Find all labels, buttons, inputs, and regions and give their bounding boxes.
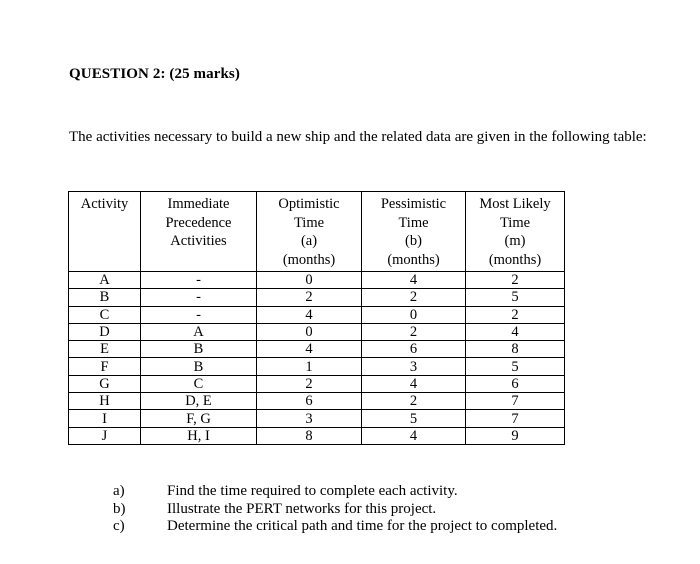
header-line: (a) xyxy=(300,233,318,249)
question-list xyxy=(113,483,557,536)
cell-activity: I xyxy=(69,410,141,427)
activity-table xyxy=(68,191,565,445)
cell-pessimistic: 2 xyxy=(362,323,466,340)
table-row xyxy=(69,289,565,306)
cell-pessimistic: 2 xyxy=(362,393,466,410)
cell-precedence: B xyxy=(141,358,257,375)
header-line: Time xyxy=(293,214,325,231)
cell-pessimistic: 4 xyxy=(362,375,466,392)
list-item xyxy=(113,483,557,501)
question-title: QUESTION 2: (25 marks) xyxy=(69,66,240,82)
cell-activity: A xyxy=(69,272,141,289)
cell-activity: D xyxy=(69,323,141,340)
header-line: Immediate xyxy=(167,196,230,212)
cell-activity: B xyxy=(69,289,141,306)
cell-optimistic: 4 xyxy=(257,341,362,358)
header-line: Activity xyxy=(80,196,129,212)
cell-activity: F xyxy=(69,358,141,375)
question-text: Illustrate the PERT networks for this project. xyxy=(167,500,437,517)
cell-precedence: D, E xyxy=(141,393,257,410)
cell-optimistic: 2 xyxy=(257,289,362,306)
cell-pessimistic: 4 xyxy=(362,272,466,289)
question-text: Find the time required to complete each activity. xyxy=(167,483,458,499)
header-line: (months) xyxy=(387,251,440,268)
cell-optimistic: 4 xyxy=(257,306,362,323)
header-line: Optimistic xyxy=(278,196,340,212)
cell-most-likely: 7 xyxy=(466,410,565,427)
list-item xyxy=(113,518,557,536)
header-pessimistic xyxy=(362,192,466,272)
cell-precedence: C xyxy=(141,375,257,392)
header-line: Precedence xyxy=(165,214,232,231)
cell-precedence: - xyxy=(141,306,257,323)
cell-most-likely: 2 xyxy=(466,306,565,323)
table-row xyxy=(69,323,565,340)
cell-precedence: B xyxy=(141,341,257,358)
cell-most-likely: 8 xyxy=(466,341,565,358)
cell-optimistic: 3 xyxy=(257,410,362,427)
cell-optimistic: 0 xyxy=(257,272,362,289)
cell-activity: H xyxy=(69,393,141,410)
cell-optimistic: 1 xyxy=(257,358,362,375)
cell-optimistic: 6 xyxy=(257,393,362,410)
cell-most-likely: 5 xyxy=(466,289,565,306)
table-row xyxy=(69,358,565,375)
table-row xyxy=(69,375,565,392)
header-line: Time xyxy=(398,214,429,231)
question-text: Determine the critical path and time for the project to completed. xyxy=(167,518,558,534)
cell-most-likely: 4 xyxy=(466,323,565,340)
table-header-row xyxy=(69,192,565,272)
question-label: a) xyxy=(113,483,125,499)
cell-precedence: - xyxy=(141,272,257,289)
intro-text: The activities necessary to build a new ship and the related data are given in the following table: xyxy=(69,129,647,145)
header-line: (m) xyxy=(504,233,526,249)
cell-most-likely: 5 xyxy=(466,358,565,375)
table-row xyxy=(69,410,565,427)
cell-precedence: - xyxy=(141,289,257,306)
cell-activity: C xyxy=(69,306,141,323)
cell-pessimistic: 3 xyxy=(362,358,466,375)
table-row xyxy=(69,306,565,323)
cell-pessimistic: 5 xyxy=(362,410,466,427)
cell-most-likely: 6 xyxy=(466,375,565,392)
header-line: Activities xyxy=(170,233,227,249)
header-line: (b) xyxy=(405,233,422,249)
cell-most-likely: 7 xyxy=(466,393,565,410)
cell-optimistic: 2 xyxy=(257,375,362,392)
cell-pessimistic: 4 xyxy=(362,427,466,444)
cell-optimistic: 8 xyxy=(257,427,362,444)
header-activity xyxy=(69,192,141,272)
table-row xyxy=(69,272,565,289)
header-line: Pessimistic xyxy=(380,196,447,212)
cell-activity: E xyxy=(69,341,141,358)
header-line: (months) xyxy=(488,251,542,268)
header-line: Time xyxy=(499,214,531,231)
cell-pessimistic: 6 xyxy=(362,341,466,358)
table-row xyxy=(69,393,565,410)
cell-most-likely: 9 xyxy=(466,427,565,444)
cell-precedence: H, I xyxy=(141,427,257,444)
cell-activity: G xyxy=(69,375,141,392)
table-row xyxy=(69,427,565,444)
cell-activity: J xyxy=(69,427,141,444)
cell-optimistic: 0 xyxy=(257,323,362,340)
list-item xyxy=(113,501,557,519)
question-label: b) xyxy=(113,500,126,517)
question-label: c) xyxy=(113,518,125,534)
header-most-likely xyxy=(466,192,565,272)
cell-pessimistic: 0 xyxy=(362,306,466,323)
header-precedence xyxy=(141,192,257,272)
cell-most-likely: 2 xyxy=(466,272,565,289)
cell-precedence: A xyxy=(141,323,257,340)
header-line: (months) xyxy=(282,251,336,268)
cell-pessimistic: 2 xyxy=(362,289,466,306)
header-optimistic xyxy=(257,192,362,272)
header-line: Most Likely xyxy=(479,196,551,212)
cell-precedence: F, G xyxy=(141,410,257,427)
table-row xyxy=(69,341,565,358)
